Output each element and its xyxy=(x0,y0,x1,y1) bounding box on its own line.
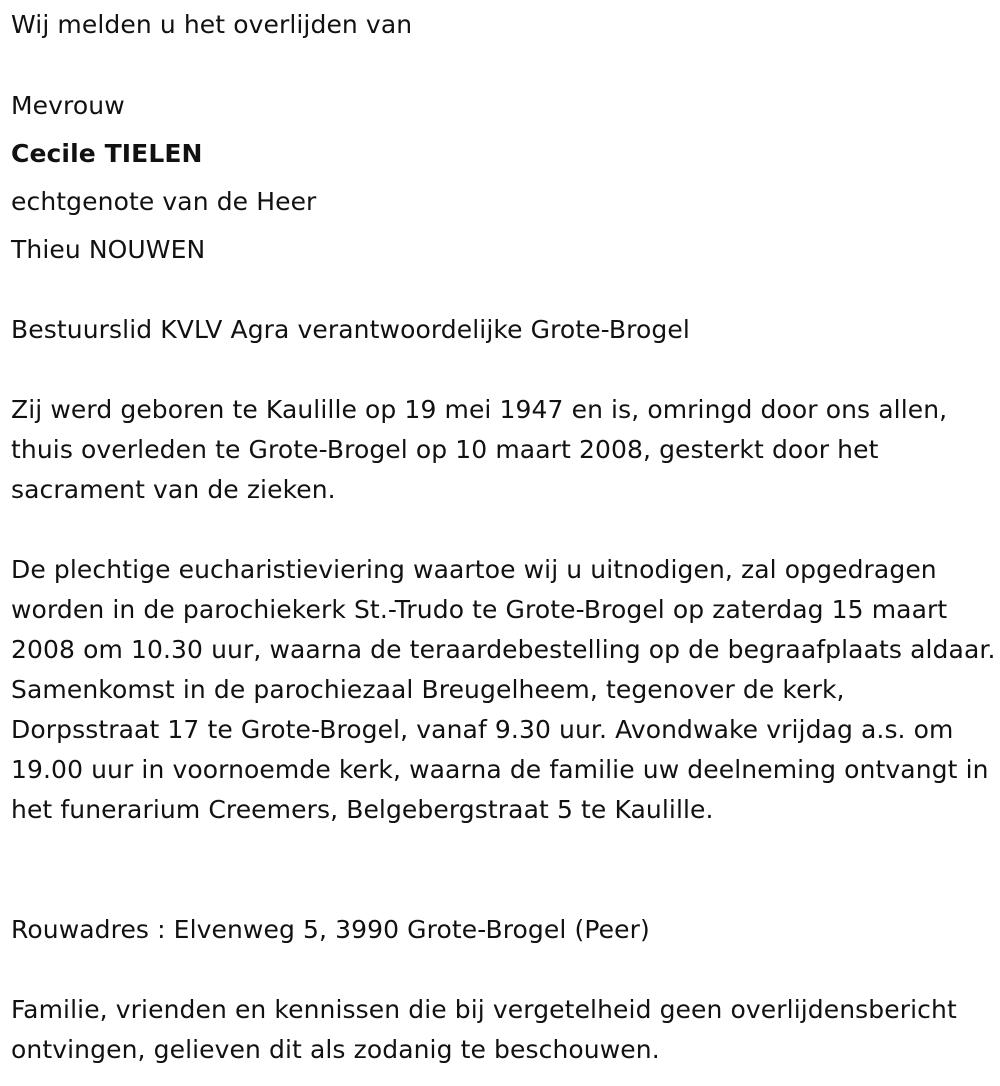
ceremony-paragraph: De plechtige eucharistieviering waartoe wij u uitnodigen, zal opgedragen worden in de parochiekerk St.-Trudo te Grote-Brogel op zaterdag 15 maart 2008 om 10.30 uur, waarna de teraardebestelling op de begraafplaats aldaar. Samenkomst in de parochiezaal Breugelheem, tegenover de kerk, Dorpsstraat 17 te Grote-Brogel, vanaf 9.30 uur. Avondwake vrijdag a.s. om 19.00 uur in voornoemde kerk, waarna de familie uw deelneming ontvangt in het funerarium Creemers, Belgebergstraat 5 te Kaulille. xyxy=(11,555,996,824)
spouse-name: Thieu NOUWEN xyxy=(11,235,206,264)
birth-death-paragraph: Zij werd geboren te Kaulille op 19 mei 1947 en is, omringd door ons allen, thuis overleden te Grote-Brogel op 10 maart 2008, gesterkt door het sacrament van de zieken. xyxy=(11,395,948,504)
closing-paragraph: Familie, vrienden en kennissen die bij vergetelheid geen overlijdensbericht ontvingen, gelieven dit als zodanig te beschouwen. xyxy=(11,995,957,1064)
role-text: Bestuurslid KVLV Agra verantwoordelijke Grote-Brogel xyxy=(11,315,690,344)
address-text: Rouwadres : Elvenweg 5, 3990 Grote-Brogel (Peer) xyxy=(11,915,650,944)
relation-text: echtgenote van de Heer xyxy=(11,187,317,216)
deceased-name: Cecile TIELEN xyxy=(11,139,203,168)
intro-text: Wij melden u het overlijden van xyxy=(11,10,413,39)
title-text: Mevrouw xyxy=(11,91,125,120)
